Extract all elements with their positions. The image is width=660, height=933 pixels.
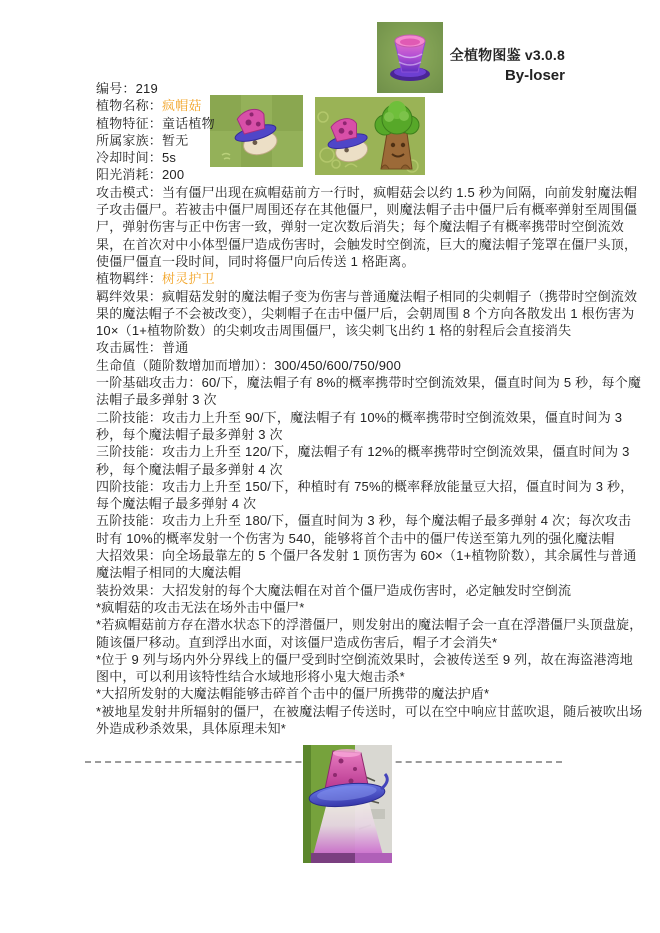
- paragraph: [96, 685, 644, 702]
- paragraph: [96, 97, 644, 114]
- text-segment: *若疯帽菇前方存在潜水状态下的浮潜僵尸，则发射出的魔法帽子会一直在浮潜僵尸头顶盘旋，随该僵尸移动。直到浮出水面，对该僵尸造成伤害后，帽子才会消失*: [96, 617, 643, 650]
- text-segment: 生命值（随阶数增加而增加）：300/450/600/750/900: [96, 357, 401, 373]
- text-segment: 一阶基础攻击力：60/下，魔法帽子有 8%的概率携带时空倒流效果，僵直时间为 5 秒，每个魔法帽子最多弹射 3 次: [96, 375, 642, 408]
- text-segment: 三阶技能：攻击力上升至 120/下，魔法帽子有 12%的概率携带时空倒流效果，僵直时间为 3 秒，每个魔法帽子最多弹射 4 次: [96, 444, 630, 477]
- paragraph: [96, 270, 644, 287]
- paragraph: [96, 409, 644, 444]
- paragraph: [96, 149, 644, 166]
- paragraph: [96, 184, 644, 270]
- highlight-text: 树灵护卫: [162, 271, 215, 287]
- text-segment: *位于 9 列与场内外分界线上的僵尸受到时空倒流效果时，会被传送至 9 列，故在海盗港湾地图中，可以利用该特性结合水域地形将小鬼大炮击杀*: [96, 651, 633, 685]
- paragraph: [96, 166, 644, 183]
- text-segment: *疯帽菇的攻击无法在场外击中僵尸*: [96, 599, 305, 615]
- text-segment: 植物名称：: [96, 98, 163, 114]
- text-segment: *被地星发射井所辐射的僵尸，在被魔法帽子传送时，可以在空中响应甘蓝吹退，随后被吹出场外造成秒杀效果，具体原理未知*: [96, 703, 643, 736]
- paragraph: [96, 512, 644, 547]
- paragraph: [96, 478, 644, 513]
- author-credit: By-loser: [504, 67, 565, 84]
- text-segment: 二阶技能：攻击力上升至 90/下，魔法帽子有 10%的概率携带时空倒流效果，僵直时间为 3 秒，每个魔法帽子最多弹射 3 次: [96, 409, 623, 442]
- paragraph: [96, 443, 644, 478]
- text-segment: 植物特征：童话植物: [96, 115, 215, 131]
- paragraph: [96, 582, 644, 599]
- body-text: [96, 80, 644, 737]
- text-segment: 羁绊效果：疯帽菇发射的魔法帽子变为伤害与普通魔法帽子相同的尖刺帽子（携带时空倒流效果的魔法帽子不会被改变），尖刺帽子在击中僵尸后，会朝周围 8 个方向各散发出 1 根伤害为 10×（1+植物阶数）的尖刺攻击周围僵尸，该尖刺飞出约 1 格的射程后会直接消失: [96, 288, 638, 339]
- text-segment: 装扮效果：大招发射的每个大魔法帽在对首个僵尸造成伤害时，必定触发时空倒流: [96, 582, 572, 598]
- text-segment: 大招效果：向全场最靠左的 5 个僵尸各发射 1 顶伤害为 60×（1+植物阶数），其余属性与普通魔法帽子相同的大魔法帽: [96, 548, 637, 581]
- header: [438, 45, 565, 84]
- text-segment: 五阶技能：攻击力上升至 180/下，僵直时间为 3 秒，每个魔法帽子最多弹射 4 次；每次攻击时有 10%的概率发射一个伤害为 540，能够将首个击中的僵尸传送至第九列的强化魔法帽: [96, 513, 632, 546]
- text-segment: 编号：219: [96, 81, 158, 96]
- paragraph: [96, 80, 644, 97]
- paragraph: [96, 547, 644, 582]
- text-segment: 攻击模式：当有僵尸出现在疯帽菇前方一行时，疯帽菇会以约 1.5 秒为间隔，向前发射魔法帽子攻击僵尸。若被击中僵尸周围还存在其他僵尸，则魔法帽子击中僵尸后有概率弹射至周围僵尸，弹射伤害与正中伤害一致，弹射一定次数后消失；每个魔法帽子有概率携带时空倒流效果，在首次对中小体型僵尸造成伤害时，会触发时空倒流，巨大的魔法帽子笼罩在僵尸头顶，使僵尸僵直一段时间，同时将僵尸向后传送 1 格距离。: [96, 184, 638, 269]
- paragraph: [96, 357, 644, 374]
- paragraph: [96, 374, 644, 409]
- paragraph: [96, 132, 644, 149]
- text-segment: 攻击属性：普通: [96, 340, 189, 356]
- giant-magic-hat-closeup-image: [303, 745, 392, 863]
- paragraph: [96, 288, 644, 340]
- text-segment: *大招所发射的大魔法帽能够击碎首个击中的僵尸所携带的魔法护盾*: [96, 686, 490, 702]
- highlight-text: 疯帽菇: [162, 98, 202, 114]
- text-segment: 植物羁绊：: [96, 271, 163, 287]
- paragraph: [96, 599, 644, 616]
- text-segment: 冷却时间：5s: [96, 150, 177, 166]
- text-segment: 阳光消耗：200: [96, 167, 185, 183]
- paragraph: [96, 651, 644, 686]
- page-title: 全植物图鉴 v3.0.8: [449, 47, 565, 63]
- paragraph: [96, 115, 644, 132]
- text-segment: 所属家族：暂无: [96, 132, 189, 148]
- paragraph: [96, 616, 644, 651]
- text-segment: 四阶技能：攻击力上升至 150/下，种植时有 75%的概率释放能量豆大招，僵直时间为 3 秒，每个魔法帽子最多弹射 4 次: [96, 478, 634, 512]
- paragraph: [96, 339, 644, 356]
- paragraph: [96, 703, 644, 738]
- giant-magic-hat-graphic: [303, 745, 392, 863]
